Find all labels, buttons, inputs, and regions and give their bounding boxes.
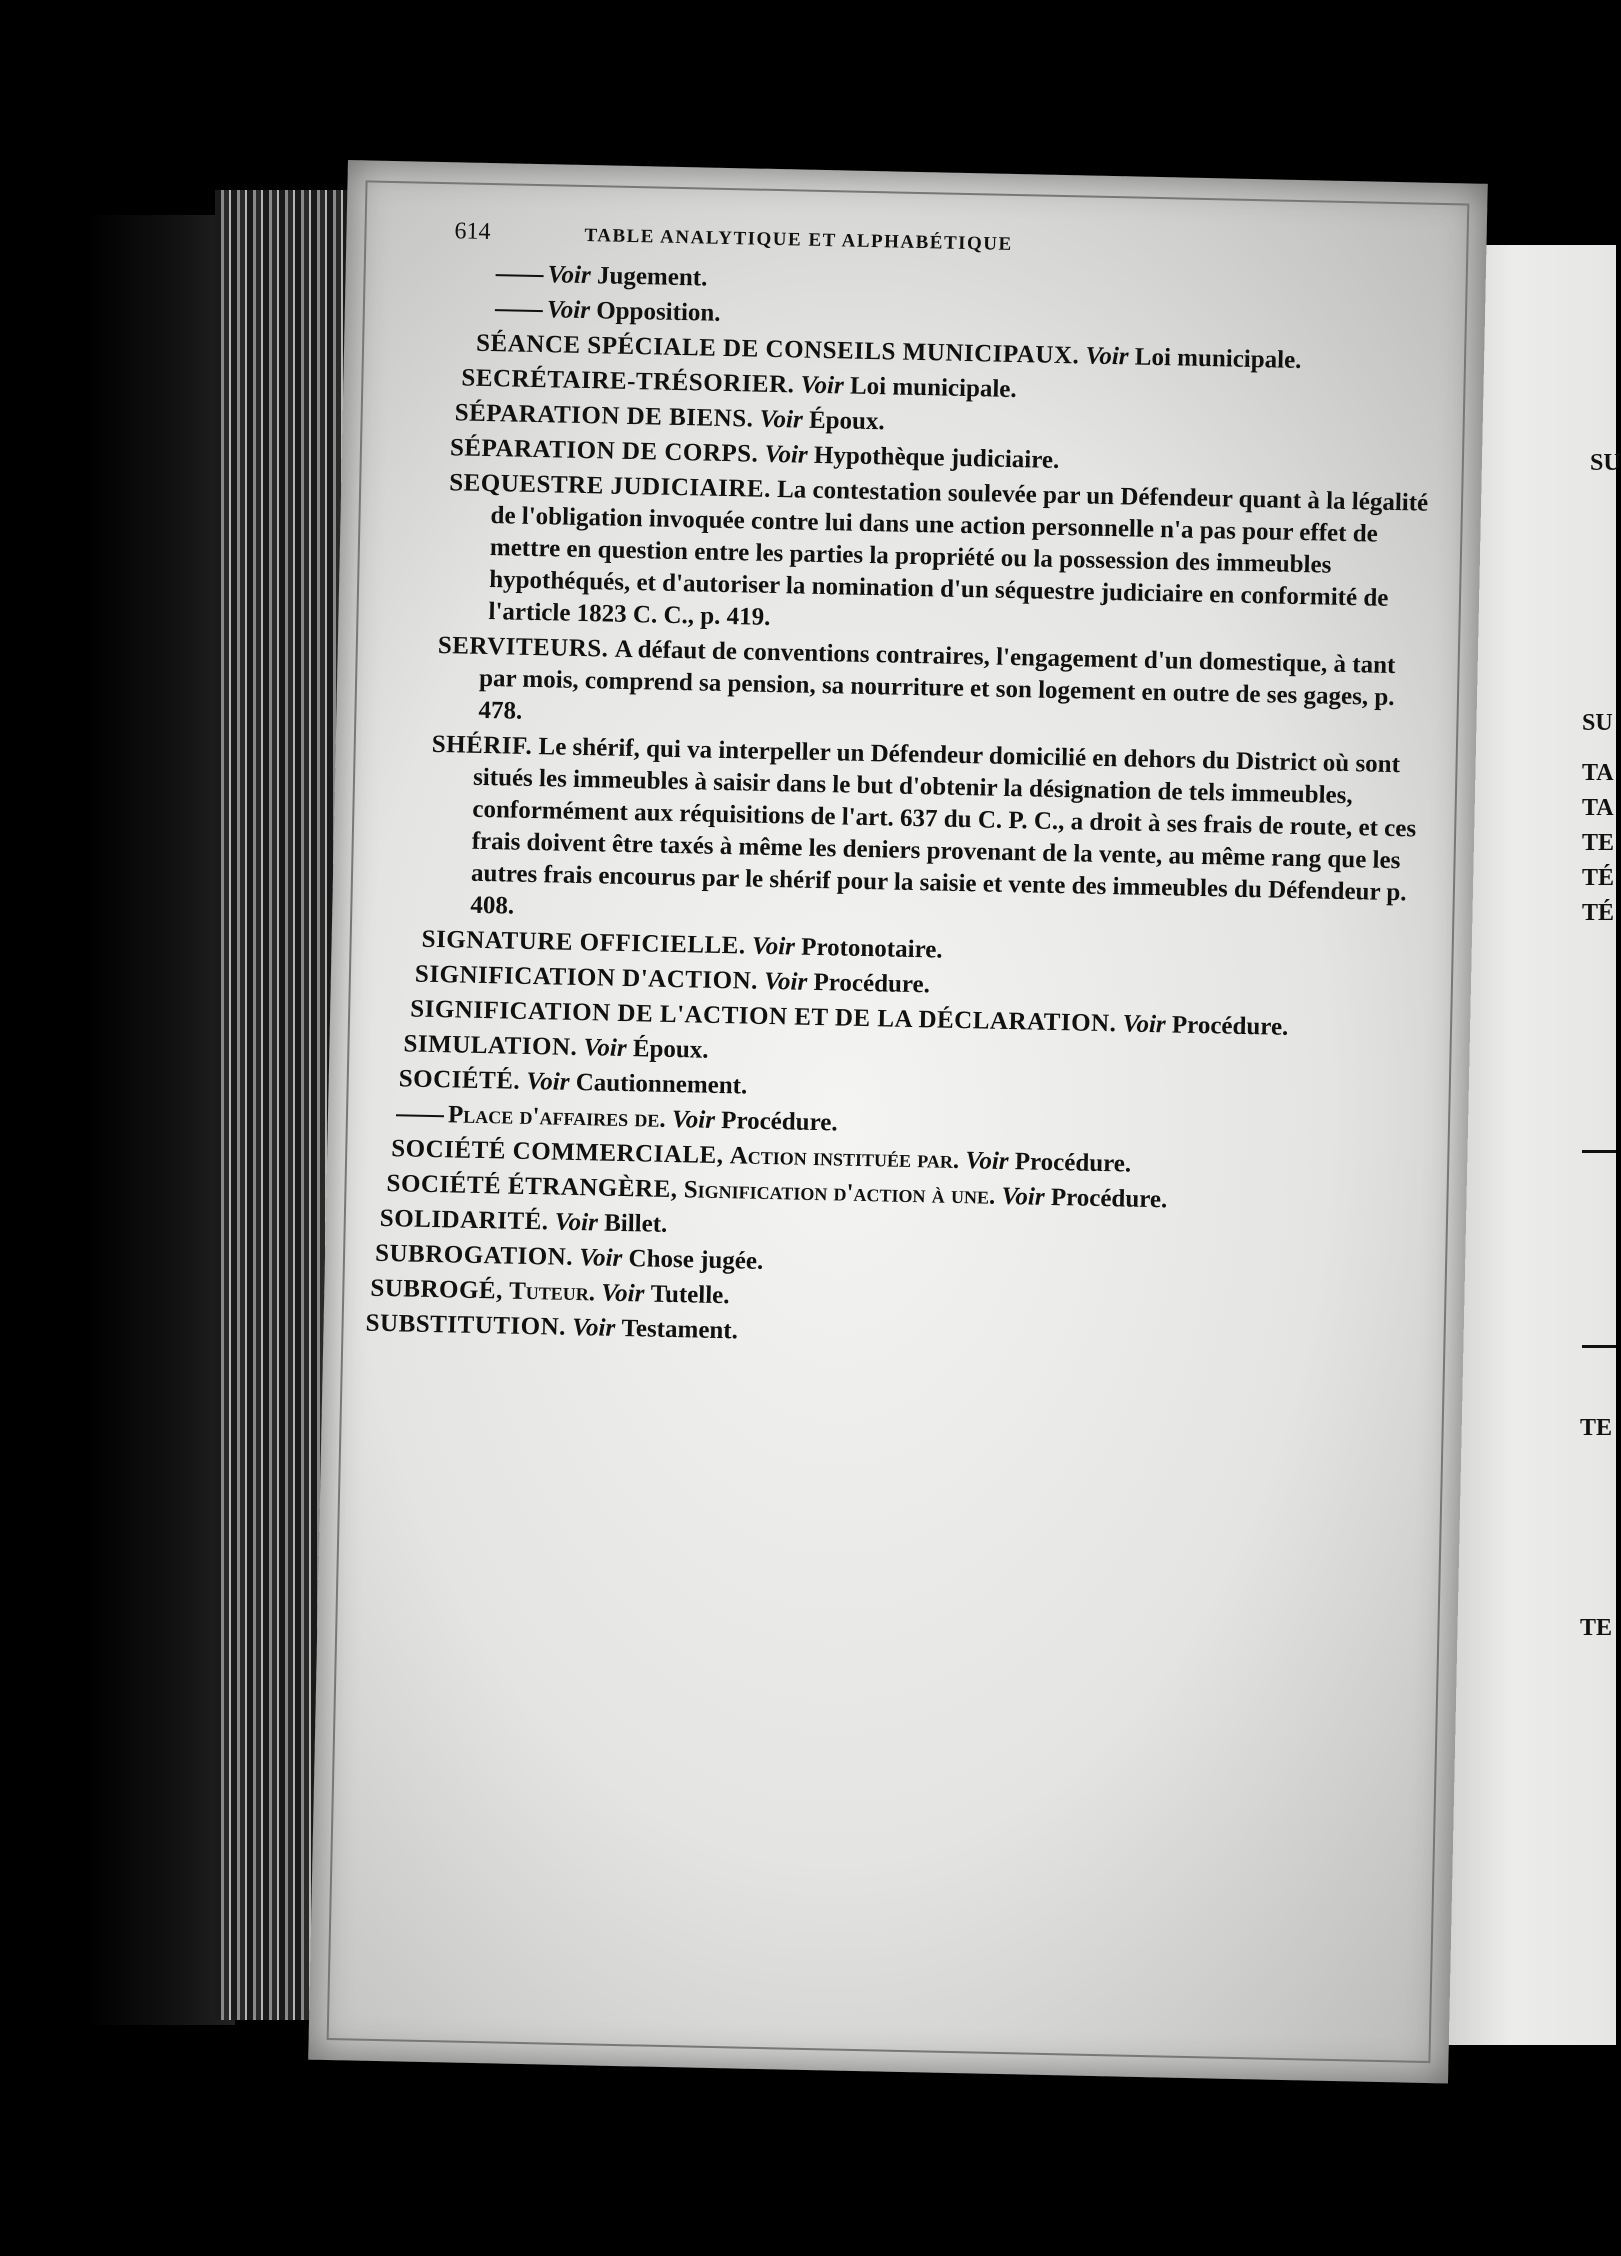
entry-text: Opposition. [595,297,721,327]
see-reference: Voir [751,932,796,961]
facing-page-fragment: SU [1582,710,1613,736]
entry-subheading: Place d'affaires de. [447,1101,666,1133]
see-reference: Voir [965,1147,1009,1176]
see-reference: Voir [578,1244,623,1272]
entry-subheading: Tuteur. [508,1277,596,1307]
entry-text: Hypothèque judiciaire. [813,441,1060,474]
entry-subheading: Action instituée par. [729,1142,960,1175]
facing-page-fragment: TA [1582,760,1614,786]
entry-text: Testament. [621,1314,739,1345]
entry-heading: SOCIÉTÉ. [398,1065,521,1095]
see-reference: Voir [547,261,592,290]
entry-heading: SUBROGATION. [374,1239,574,1271]
see-reference: Voir [1085,342,1129,371]
entry-text: Chose jugée. [628,1245,764,1275]
book-page [308,160,1488,2083]
facing-page-fragment: TE [1582,830,1615,856]
entry-heading: SEQUESTRE JUDICIAIRE. [448,469,772,503]
see-reference: Voir [571,1313,616,1342]
see-reference: Voir [1001,1182,1045,1211]
entry-heading: SIMULATION. [403,1030,578,1061]
entry-heading: SIGNATURE OFFICIELLE. [421,925,746,960]
entry-text: Époux. [808,406,885,436]
facing-page-fragment: SU [1590,450,1621,476]
entry-text: Loi municipale. [1134,343,1302,375]
entry-heading: SOLIDARITÉ. [379,1204,549,1236]
index-entry [428,729,1424,942]
entry-text: Procédure. [720,1107,838,1137]
entry-text: A défaut de conventions contraires, l'engagement d'un domestique, à tant par mois, comprend sa pension, sa nourriture et son logement en outre de ses gages, p. 478. [478,635,1396,725]
entry-heading: SIGNIFICATION DE L'ACTION ET DE LA DÉCLARATION. [409,995,1117,1038]
entry-text: Procédure. [1050,1183,1168,1214]
entry-subheading: Signification d'action à une. [683,1176,996,1210]
book-edge-shadow [85,215,235,2025]
em-dash-rule [396,1114,444,1117]
em-dash-rule [495,309,543,312]
entry-text: Cautionnement. [575,1068,748,1100]
see-reference: Voir [546,296,591,325]
index-entries [365,256,1433,1362]
entry-heading: SOCIÉTÉ COMMERCIALE, [391,1135,724,1170]
facing-page-fragment: TÉ [1582,865,1615,891]
see-reference: Voir [759,405,804,434]
entry-heading: SÉPARATION DE BIENS. [454,399,754,433]
em-dash-rule [496,274,544,277]
entry-text: Procédure. [1014,1148,1132,1178]
index-content [365,217,1434,1365]
see-reference: Voir [583,1034,627,1063]
entry-text: Jugement. [596,262,708,292]
entry-text: Procédure. [813,968,931,999]
index-entry [446,467,1429,647]
entry-heading: SUBROGÉ, [370,1274,504,1305]
facing-page-fragment: TÉ [1582,900,1615,926]
entry-text: Protonotaire. [800,933,943,964]
see-reference: Voir [671,1105,716,1134]
facing-page-fragment: TA [1582,795,1614,821]
see-reference: Voir [600,1279,645,1308]
running-header: TABLE ANALYTIQUE ET ALPHABÉTIQUE [584,224,1013,255]
see-reference: Voir [1122,1010,1166,1039]
index-entry [436,630,1426,747]
facing-page-rule [1582,1345,1616,1348]
see-reference: Voir [764,440,808,469]
entry-heading: SIGNIFICATION D'ACTION. [414,960,759,995]
entry-text: Procédure. [1171,1011,1289,1041]
entry-heading: SERVITEURS. [437,631,609,663]
page-number: 614 [454,218,491,245]
entry-text: Époux. [632,1035,709,1064]
entry-text: Le shérif, qui va interpeller un Défendeur domicilié en dehors du District où sont situés les immeubles à saisir dans le but d'obtenir la désignation de tels immeubles, conformément aux réquisitions de l'art. 637 du C. P. C., a droit à ses frais de route, et ces frais doivent être taxés à même les deniers provenant de la vente, au même rang que les autres frais encourus par le shérif pour la saisie et vente des immeubles du Défendeur p. 408. [470,733,1417,920]
see-reference: Voir [763,967,808,996]
entry-heading: SECRÉTAIRE-TRÉSORIER. [461,364,795,399]
entry-text: Billet. [603,1209,668,1238]
see-reference: Voir [526,1067,570,1096]
entry-heading: SÉANCE SPÉCIALE DE CONSEILS MUNICIPAUX. [475,329,1080,370]
facing-page-rule [1582,1150,1616,1153]
entry-heading: SHÉRIF. [431,730,533,760]
see-reference: Voir [800,371,845,400]
facing-page-fragment: TE [1580,1415,1613,1441]
entry-text: Loi municipale. [849,372,1017,404]
entry-heading: SUBSTITUTION. [365,1309,567,1341]
entry-heading: SOCIÉTÉ ÉTRANGÈRE, [386,1170,678,1204]
entry-heading: SÉPARATION DE CORPS. [449,434,759,468]
facing-page-fragment: TE [1580,1615,1613,1641]
entry-text: Tutelle. [650,1280,730,1310]
see-reference: Voir [554,1208,599,1237]
entry-text: La contestation soulevée par un Défendeur quant à la légalité de l'obligation invoquée contre lui dans une action personnelle n'a pas pour effet de mettre en question entre les parties la propriété ou la possession des immeubles hypothéqués, et d'autoriser la nomination d'un séquestre judiciaire en conformité de l'article 1823 C. C., p. 419. [488,476,1429,631]
